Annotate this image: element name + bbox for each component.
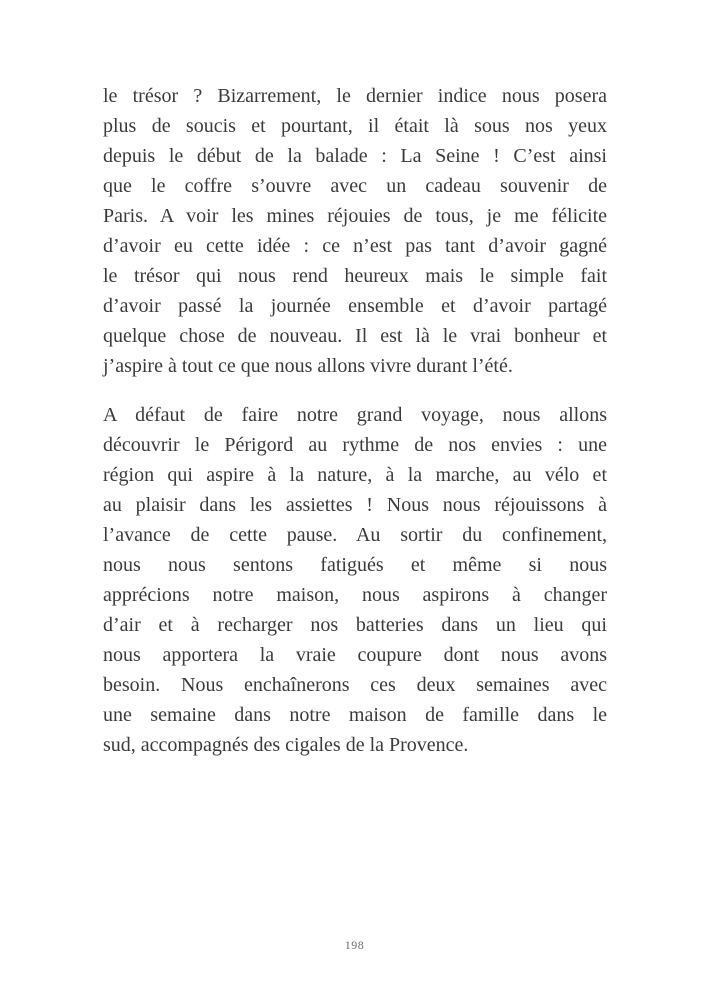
text-line: région qui aspire à la nature, à la marche, au vélo et [103,464,607,486]
text-line: d’avoir passé la journée ensemble et d’avoir partagé [103,295,607,317]
paragraph [103,81,607,381]
text-line: d’avoir eu cette idée : ce n’est pas tant d’avoir gagné [103,235,607,257]
text-line: d’air et à recharger nos batteries dans un lieu qui [103,614,607,636]
text-line: nous nous sentons fatigués et même si nous [103,554,607,576]
text-line: l’avance de cette pause. Au sortir du confinement, [103,524,607,546]
text-line: j’aspire à tout ce que nous allons vivre durant l’été. [103,355,513,377]
page-number: 198 [344,938,365,952]
text-line: nous apportera la vraie coupure dont nous avons [103,644,607,666]
paragraph [103,400,607,760]
text-line: Paris. A voir les mines réjouies de tous, je me félicite [103,205,607,227]
text-line: besoin. Nous enchaînerons ces deux semaines avec [103,674,607,696]
text-line: sud, accompagnés des cigales de la Provence. [103,734,469,756]
text-line: le trésor ? Bizarrement, le dernier indice nous posera [103,85,607,107]
text-line: le trésor qui nous rend heureux mais le simple fait [103,265,607,287]
text-line: que le coffre s’ouvre avec un cadeau souvenir de [103,175,607,197]
text-line: découvrir le Périgord au rythme de nos envies : une [103,434,607,456]
text-line: au plaisir dans les assiettes ! Nous nous réjouissons à [103,494,607,516]
text-line: une semaine dans notre maison de famille dans le [103,704,607,726]
text-line: plus de soucis et pourtant, il était là sous nos yeux [103,115,607,137]
text-line: A défaut de faire notre grand voyage, nous allons [103,404,607,426]
text-line: quelque chose de nouveau. Il est là le vrai bonheur et [103,325,607,347]
body-text [103,81,607,760]
text-line: apprécions notre maison, nous aspirons à changer [103,584,607,606]
text-line: depuis le début de la balade : La Seine ! C’est ainsi [103,145,607,167]
